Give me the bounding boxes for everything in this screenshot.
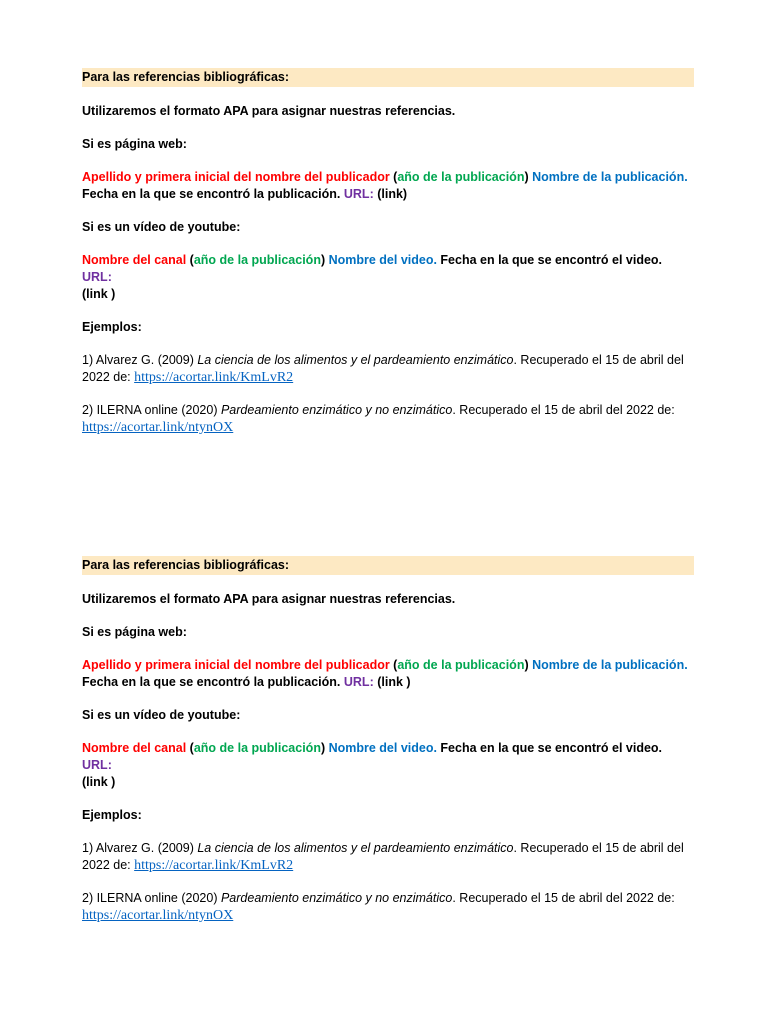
found-date-placeholder: Fecha en la que se encontró el video. [436, 253, 663, 267]
example-link[interactable]: https://acortar.link/ntynOX [82, 908, 234, 923]
intro-text: Utilizaremos el formato APA para asignar nuestras referencias. [82, 592, 456, 606]
paren-open: ( [389, 658, 398, 672]
example-retrieved: . Recuperado el 15 de abril del 2022 de: [82, 841, 684, 872]
url-label: URL: [343, 187, 374, 201]
paren-close: ) [524, 170, 533, 184]
intro-text: Utilizaremos el formato APA para asignar nuestras referencias. [82, 104, 456, 118]
paren-close: ) [524, 658, 533, 672]
link-placeholder: (link) [373, 187, 408, 201]
web-heading: Si es página web: [82, 625, 187, 639]
example-1 [82, 352, 694, 386]
publication-name-placeholder: Nombre de la publicación. [532, 170, 688, 184]
example-title: La ciencia de los alimentos y el pardeamiento enzimático [197, 353, 514, 367]
url-label: URL: [343, 675, 374, 689]
reference-block-1 [82, 68, 694, 436]
section-heading: Para las referencias bibliográficas: [82, 556, 694, 575]
found-date-placeholder: Fecha en la que se encontró la publicación. [82, 187, 344, 201]
channel-placeholder: Nombre del canal [82, 253, 187, 267]
section-heading: Para las referencias bibliográficas: [82, 68, 694, 87]
link-placeholder: (link ) [82, 287, 116, 301]
found-date-placeholder: Fecha en la que se encontró el video. [436, 741, 663, 755]
example-retrieved: . Recuperado el 15 de abril del 2022 de: [452, 403, 675, 417]
author-placeholder: Apellido y primera inicial del nombre del publicador [82, 658, 390, 672]
paren-close: ) [320, 741, 329, 755]
web-format [82, 169, 694, 203]
example-2 [82, 890, 694, 924]
example-retrieved: . Recuperado el 15 de abril del 2022 de: [452, 891, 675, 905]
paren-open: ( [389, 170, 398, 184]
youtube-format [82, 740, 694, 791]
example-author: 2) ILERNA online (2020) [82, 891, 221, 905]
examples-heading: Ejemplos: [82, 320, 142, 334]
web-format [82, 657, 694, 691]
paren-open: ( [186, 253, 194, 267]
author-placeholder: Apellido y primera inicial del nombre del publicador [82, 170, 390, 184]
example-retrieved: . Recuperado el 15 de abril del 2022 de: [82, 353, 684, 384]
reference-block-2 [82, 556, 694, 924]
link-placeholder: (link ) [82, 775, 116, 789]
youtube-format [82, 252, 694, 303]
examples-heading: Ejemplos: [82, 808, 142, 822]
channel-placeholder: Nombre del canal [82, 741, 187, 755]
youtube-heading: Si es un vídeo de youtube: [82, 708, 241, 722]
paren-open: ( [186, 741, 194, 755]
video-name-placeholder: Nombre del video. [328, 253, 437, 267]
url-label: URL: [82, 270, 112, 284]
web-heading: Si es página web: [82, 137, 187, 151]
year-placeholder: año de la publicación [193, 741, 321, 755]
link-placeholder: (link ) [373, 675, 411, 689]
example-author: 2) ILERNA online (2020) [82, 403, 221, 417]
example-title: Pardeamiento enzimático y no enzimático [220, 891, 453, 905]
found-date-placeholder: Fecha en la que se encontró la publicación. [82, 675, 344, 689]
paren-close: ) [320, 253, 329, 267]
example-link[interactable]: https://acortar.link/KmLvR2 [134, 370, 294, 385]
example-2 [82, 402, 694, 436]
video-name-placeholder: Nombre del video. [328, 741, 437, 755]
example-title: Pardeamiento enzimático y no enzimático [220, 403, 453, 417]
year-placeholder: año de la publicación [193, 253, 321, 267]
example-author: 1) Alvarez G. (2009) [82, 841, 198, 855]
example-author: 1) Alvarez G. (2009) [82, 353, 198, 367]
example-link[interactable]: https://acortar.link/ntynOX [82, 420, 234, 435]
example-1 [82, 840, 694, 874]
youtube-heading: Si es un vídeo de youtube: [82, 220, 241, 234]
year-placeholder: año de la publicación [397, 170, 525, 184]
year-placeholder: año de la publicación [397, 658, 525, 672]
example-link[interactable]: https://acortar.link/KmLvR2 [134, 858, 294, 873]
example-title: La ciencia de los alimentos y el pardeamiento enzimático [197, 841, 514, 855]
url-label: URL: [82, 758, 112, 772]
publication-name-placeholder: Nombre de la publicación. [532, 658, 688, 672]
